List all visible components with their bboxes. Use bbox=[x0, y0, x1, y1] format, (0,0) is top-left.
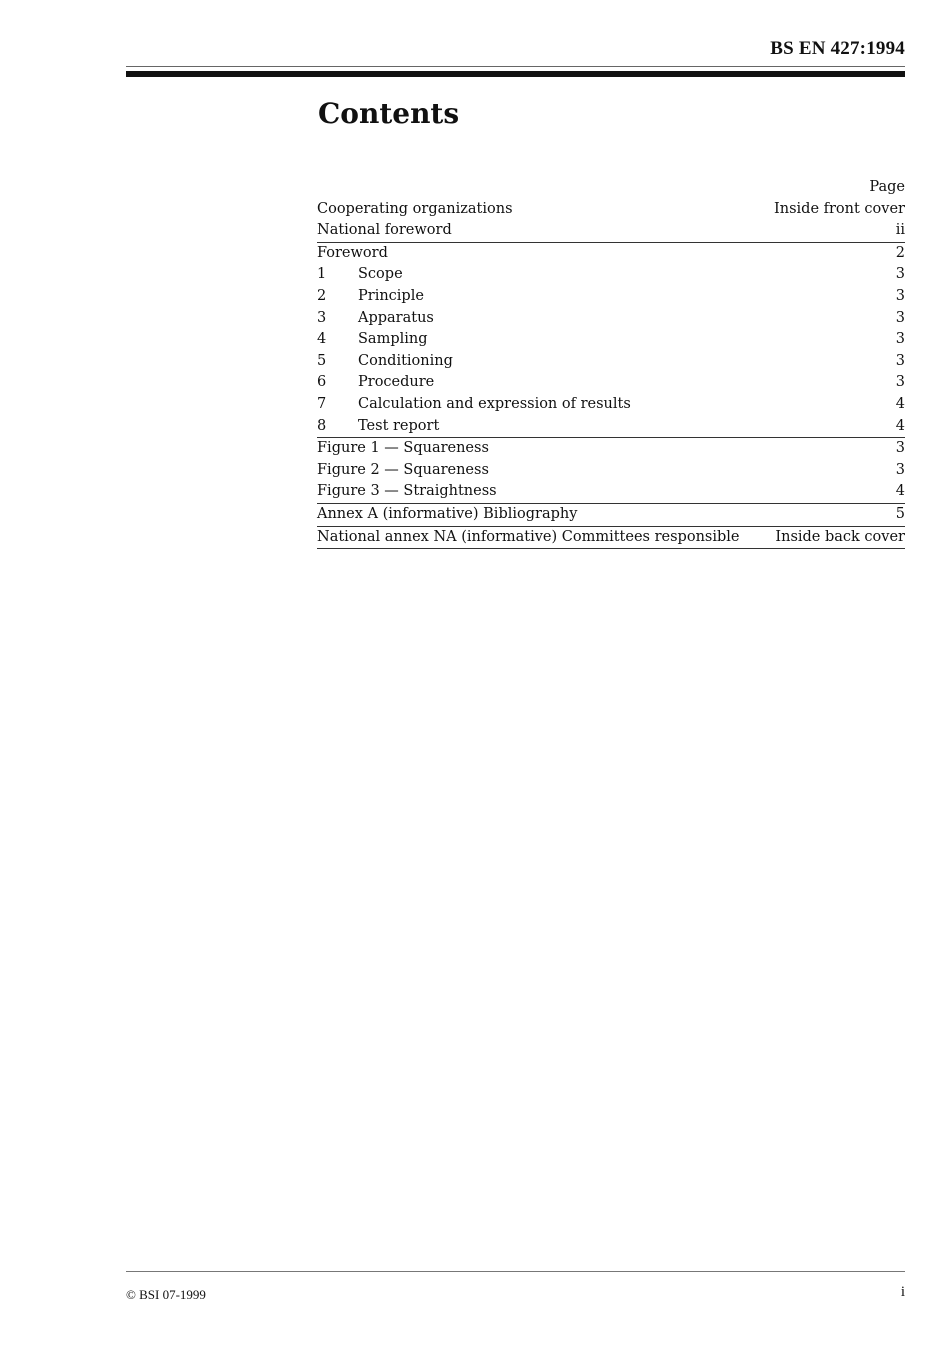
header-thick-rule bbox=[126, 71, 905, 77]
toc-entry-label: Procedure bbox=[358, 374, 435, 391]
toc-entry-page: 4 bbox=[895, 395, 905, 412]
toc-entry-principle[interactable] bbox=[317, 286, 905, 308]
toc-entry-label: Scope bbox=[358, 266, 403, 283]
toc-entry-national-foreword[interactable] bbox=[317, 220, 905, 243]
toc-entry-label: Principle bbox=[358, 287, 424, 304]
toc-entry-number: 1 bbox=[317, 266, 327, 283]
toc-entry-foreword[interactable] bbox=[317, 243, 905, 265]
toc-entry-national-annex-na[interactable] bbox=[317, 527, 905, 550]
toc-entry-page: 2 bbox=[895, 244, 905, 261]
toc-entry-number: 3 bbox=[317, 309, 327, 326]
toc-entry-page: 3 bbox=[895, 440, 905, 457]
toc-entry-number: 7 bbox=[317, 395, 327, 412]
toc-page-heading bbox=[317, 177, 905, 199]
page-number: i bbox=[900, 1284, 905, 1300]
toc-entry-page: 3 bbox=[895, 287, 905, 304]
toc-entry-page: 4 bbox=[895, 483, 905, 500]
toc-entry-number: 4 bbox=[317, 331, 327, 348]
toc-entry-apparatus[interactable] bbox=[317, 308, 905, 330]
toc-entry-procedure[interactable] bbox=[317, 372, 905, 394]
toc-entry-label: Calculation and expression of results bbox=[358, 395, 631, 412]
toc-entry-conditioning[interactable] bbox=[317, 351, 905, 373]
toc-entry-figure-1[interactable] bbox=[317, 438, 905, 460]
page-title: Contents bbox=[318, 97, 460, 130]
header-thin-rule bbox=[126, 66, 905, 67]
toc-entry-label: Apparatus bbox=[358, 309, 434, 326]
toc-entry-page: 3 bbox=[895, 266, 905, 283]
toc-entry-page: 3 bbox=[895, 352, 905, 369]
toc-entry-number: 5 bbox=[317, 352, 327, 369]
toc-entry-figure-2[interactable] bbox=[317, 460, 905, 482]
toc-entry-label: National foreword bbox=[317, 222, 452, 239]
toc-entry-cooperating-organizations[interactable] bbox=[317, 199, 905, 221]
toc-entry-number: 2 bbox=[317, 287, 327, 304]
toc-entry-page: 3 bbox=[895, 331, 905, 348]
table-of-contents bbox=[317, 177, 905, 549]
toc-entry-page: Inside back cover bbox=[775, 528, 905, 545]
toc-entry-label: National annex NA (informative) Committees responsible bbox=[317, 528, 740, 545]
toc-entry-label: Figure 2 — Squareness bbox=[317, 461, 489, 478]
toc-entry-test-report[interactable] bbox=[317, 416, 905, 439]
copyright-notice: © BSI 07-1999 bbox=[126, 1287, 206, 1302]
toc-entry-page: 3 bbox=[895, 309, 905, 326]
toc-entry-page: 4 bbox=[895, 417, 905, 434]
toc-entry-label: Foreword bbox=[317, 244, 388, 261]
toc-entry-label: Cooperating organizations bbox=[317, 200, 513, 217]
document-id: BS EN 427:1994 bbox=[770, 38, 905, 59]
toc-entry-sampling[interactable] bbox=[317, 329, 905, 351]
toc-entry-label: Test report bbox=[358, 417, 440, 434]
toc-page-label: Page bbox=[869, 179, 905, 195]
toc-entry-page: 3 bbox=[895, 461, 905, 478]
toc-entry-scope[interactable] bbox=[317, 264, 905, 286]
toc-entry-calculation[interactable] bbox=[317, 394, 905, 416]
toc-entry-label: Annex A (informative) Bibliography bbox=[317, 505, 578, 522]
toc-entry-label: Figure 3 — Straightness bbox=[317, 483, 497, 500]
footer-rule bbox=[126, 1271, 905, 1272]
toc-entry-annex-a[interactable] bbox=[317, 504, 905, 527]
toc-entry-page: 5 bbox=[895, 505, 905, 522]
toc-entry-label: Figure 1 — Squareness bbox=[317, 440, 489, 457]
toc-entry-label: Sampling bbox=[358, 331, 428, 348]
toc-entry-label: Conditioning bbox=[358, 352, 453, 369]
toc-entry-page: Inside front cover bbox=[774, 200, 905, 217]
toc-entry-number: 6 bbox=[317, 374, 327, 391]
toc-entry-page: 3 bbox=[895, 374, 905, 391]
toc-entry-page: ii bbox=[895, 222, 905, 239]
toc-entry-figure-3[interactable] bbox=[317, 481, 905, 504]
toc-entry-number: 8 bbox=[317, 417, 327, 434]
